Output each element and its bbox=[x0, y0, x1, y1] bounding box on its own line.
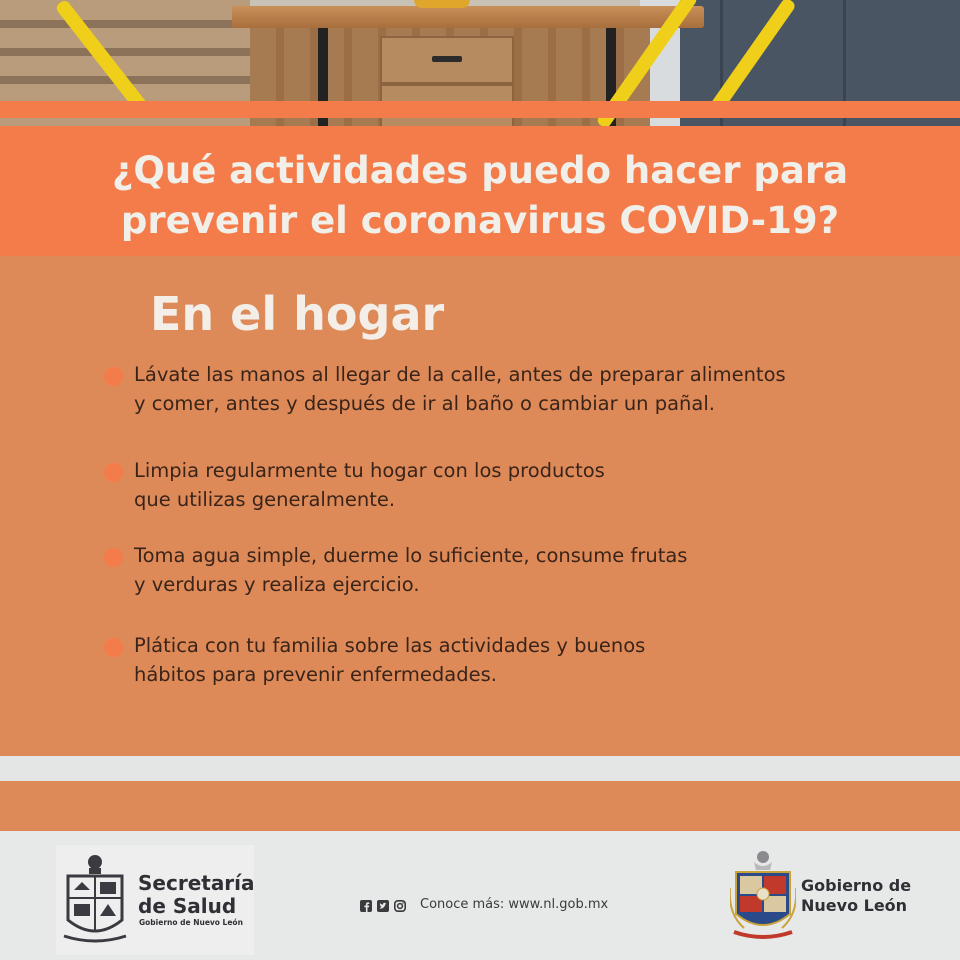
bullet-dot-icon bbox=[104, 548, 123, 567]
tip-line: Toma agua simple, duerme lo suficiente, consume frutas bbox=[134, 544, 688, 567]
tip-text bbox=[134, 541, 687, 599]
desk-drawer-decoration bbox=[380, 36, 514, 84]
social-links bbox=[360, 897, 411, 915]
facebook-icon[interactable] bbox=[360, 900, 372, 912]
tip-line: Limpia regularmente tu hogar con los productos bbox=[134, 459, 605, 482]
instagram-icon[interactable] bbox=[394, 900, 406, 912]
tip-line: y comer, antes y después de ir al baño o cambiar un pañal. bbox=[134, 392, 715, 415]
secretaria-salud-name bbox=[138, 872, 255, 918]
tip-text bbox=[134, 360, 786, 418]
logo-name-line: de Salud bbox=[138, 894, 237, 918]
coat-of-arms-icon bbox=[730, 848, 796, 944]
twitter-icon[interactable] bbox=[377, 900, 389, 912]
tip-line: Lávate las manos al llegar de la calle, antes de preparar alimentos bbox=[134, 363, 786, 386]
bullet-dot-icon bbox=[104, 463, 123, 482]
section-heading: En el hogar bbox=[150, 287, 445, 341]
bullet-dot-icon bbox=[104, 638, 123, 657]
page-title bbox=[40, 146, 920, 246]
logo-name-line: Nuevo León bbox=[801, 896, 908, 915]
bullet-dot-icon bbox=[104, 367, 123, 386]
logo-name-line: Secretaría bbox=[138, 871, 255, 895]
tip-line: que utilizas generalmente. bbox=[134, 488, 396, 511]
tip-line: y verduras y realiza ejercicio. bbox=[134, 573, 420, 596]
tip-text bbox=[134, 631, 645, 689]
gobierno-nuevo-leon-name bbox=[801, 876, 911, 916]
header-photo bbox=[0, 0, 960, 126]
tip-line: Plática con tu familia sobre las actividades y buenos bbox=[134, 634, 646, 657]
logo-name-line: Gobierno de bbox=[801, 876, 912, 895]
website-link[interactable]: Conoce más: www.nl.gob.mx bbox=[420, 897, 609, 912]
tip-line: hábitos para prevenir enfermedades. bbox=[134, 663, 497, 686]
divider-band bbox=[0, 756, 960, 781]
tip-text bbox=[134, 456, 605, 514]
desk-top-decoration bbox=[232, 6, 704, 28]
page-title-line-2: prevenir el coronavirus COVID-19? bbox=[120, 199, 840, 242]
state-seal-icon bbox=[62, 850, 128, 948]
accent-band bbox=[0, 781, 960, 831]
page-title-line-1: ¿Qué actividades puedo hacer para bbox=[111, 149, 849, 192]
photo-accent-stripe bbox=[0, 101, 960, 118]
secretaria-salud-subtitle: Gobierno de Nuevo León bbox=[139, 918, 243, 927]
bowl-decoration bbox=[414, 0, 470, 8]
